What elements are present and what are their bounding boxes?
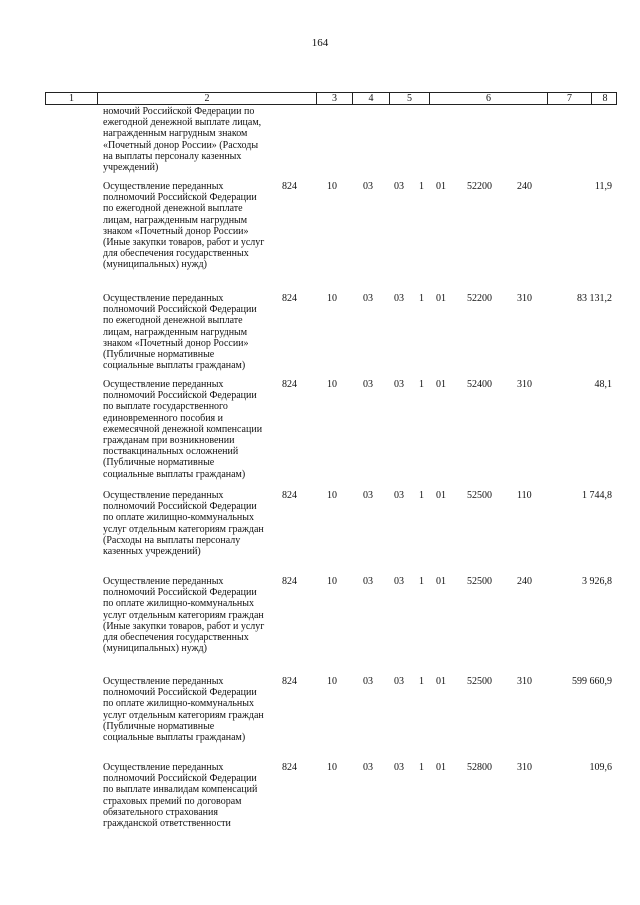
- row-col-7: 240: [517, 576, 532, 587]
- row-description: номочий Российской Федерации по ежегодной денежной выплате лицам, награжденным нагрудным знаком «Почетный донор России» (Расходы на выплаты персоналу казенных учреждений): [103, 106, 262, 174]
- row-col-6a: 03: [394, 490, 404, 501]
- row-col-3: 824: [282, 576, 297, 587]
- row-col-7: 310: [517, 676, 532, 687]
- row-col-5: 03: [363, 181, 373, 192]
- row-col-6a: 03: [394, 762, 404, 773]
- row-col-3: 824: [282, 762, 297, 773]
- row-col-5: 03: [363, 762, 373, 773]
- row-col-6b: 1: [419, 762, 424, 773]
- row-col-5: 03: [363, 490, 373, 501]
- header-col-6: 6: [430, 93, 548, 104]
- row-col-6c: 01: [436, 181, 446, 192]
- row-col-6d: 52800: [467, 762, 492, 773]
- row-col-3: 824: [282, 293, 297, 304]
- row-col-4: 10: [327, 490, 337, 501]
- header-col-8: 8: [602, 93, 608, 104]
- header-col-1: 1: [46, 93, 98, 104]
- row-col-8: 599 660,9: [572, 676, 612, 687]
- row-col-6d: 52500: [467, 576, 492, 587]
- row-col-6b: 1: [419, 379, 424, 390]
- row-col-6c: 01: [436, 762, 446, 773]
- row-col-6b: 1: [419, 181, 424, 192]
- row-col-7: 310: [517, 762, 532, 773]
- row-col-6b: 1: [419, 676, 424, 687]
- row-col-6d: 52500: [467, 676, 492, 687]
- row-col-4: 10: [327, 181, 337, 192]
- row-col-6d: 52400: [467, 379, 492, 390]
- row-description: Осуществление переданных полномочий Российской Федерации по выплате государственного единовременного пособия и ежемесячной денежной компенсации гражданам при возникновении поствакцинальных осложнений (Публичные нормативные социальные выплаты гражданам): [103, 379, 263, 480]
- row-description: Осуществление переданных полномочий Российской Федерации по выплате инвалидам компенсаций страховых премий по договорам обязательного страхования гражданской ответственности: [103, 762, 258, 830]
- row-col-5: 03: [363, 676, 373, 687]
- row-col-6b: 1: [419, 293, 424, 304]
- row-col-6a: 03: [394, 181, 404, 192]
- row-col-6c: 01: [436, 490, 446, 501]
- row-col-7: 310: [517, 293, 532, 304]
- row-col-6b: 1: [419, 576, 424, 587]
- row-col-5: 03: [363, 576, 373, 587]
- row-col-6c: 01: [436, 576, 446, 587]
- row-col-8: 11,9: [594, 181, 612, 192]
- row-col-3: 824: [282, 181, 297, 192]
- row-col-6c: 01: [436, 676, 446, 687]
- row-description: Осуществление переданных полномочий Российской Федерации по оплате жилищно-коммунальных услуг отдельным категориям граждан (Расходы на выплаты персоналу казенных учреждений): [103, 490, 264, 558]
- row-col-6b: 1: [419, 490, 424, 501]
- row-col-8: 1 744,8: [582, 490, 612, 501]
- row-col-4: 10: [327, 379, 337, 390]
- header-col-2: 2: [98, 93, 317, 104]
- header-col-7: 7: [548, 93, 592, 104]
- row-col-6c: 01: [436, 293, 446, 304]
- row-col-5: 03: [363, 379, 373, 390]
- row-col-7: 310: [517, 379, 532, 390]
- row-col-6a: 03: [394, 576, 404, 587]
- header-col-3: 3: [317, 93, 353, 104]
- row-col-4: 10: [327, 293, 337, 304]
- row-col-6a: 03: [394, 676, 404, 687]
- table-header: [45, 92, 617, 105]
- row-col-6d: 52200: [467, 293, 492, 304]
- header-col-5: 5: [390, 93, 430, 104]
- row-col-3: 824: [282, 676, 297, 687]
- row-col-6d: 52500: [467, 490, 492, 501]
- row-col-6a: 03: [394, 379, 404, 390]
- row-col-8: 3 926,8: [582, 576, 612, 587]
- row-description: Осуществление переданных полномочий Российской Федерации по оплате жилищно-коммунальных услуг отдельным категориям граждан (Публичные нормативные социальные выплаты гражданам): [103, 676, 264, 744]
- row-col-6c: 01: [436, 379, 446, 390]
- row-col-4: 10: [327, 762, 337, 773]
- row-description: Осуществление переданных полномочий Российской Федерации по ежегодной денежной выплате лицам, награжденным нагрудным знаком «Почетный донор России» (Публичные нормативные социальные выплаты гражданам): [103, 293, 257, 372]
- row-col-3: 824: [282, 379, 297, 390]
- row-description: Осуществление переданных полномочий Российской Федерации по оплате жилищно-коммунальных услуг отдельным категориям граждан (Иные закупки товаров, работ и услуг для обеспечения государственных (муниципальных) нужд): [103, 576, 265, 655]
- row-col-8: 109,6: [589, 762, 612, 773]
- row-col-8: 83 131,2: [577, 293, 612, 304]
- page-number: 164: [311, 37, 329, 49]
- header-col-4: 4: [353, 93, 390, 104]
- row-col-6d: 52200: [467, 181, 492, 192]
- row-col-4: 10: [327, 676, 337, 687]
- row-col-5: 03: [363, 293, 373, 304]
- row-col-4: 10: [327, 576, 337, 587]
- row-description: Осуществление переданных полномочий Российской Федерации по ежегодной денежной выплате лицам, награжденным нагрудным знаком «Почетный донор России» (Иные закупки товаров, работ и услуг для обеспечения государственных (муниципальных) нужд): [103, 181, 265, 271]
- row-col-8: 48,1: [594, 379, 612, 390]
- row-col-6a: 03: [394, 293, 404, 304]
- row-col-7: 240: [517, 181, 532, 192]
- row-col-3: 824: [282, 490, 297, 501]
- row-col-7: 110: [517, 490, 532, 501]
